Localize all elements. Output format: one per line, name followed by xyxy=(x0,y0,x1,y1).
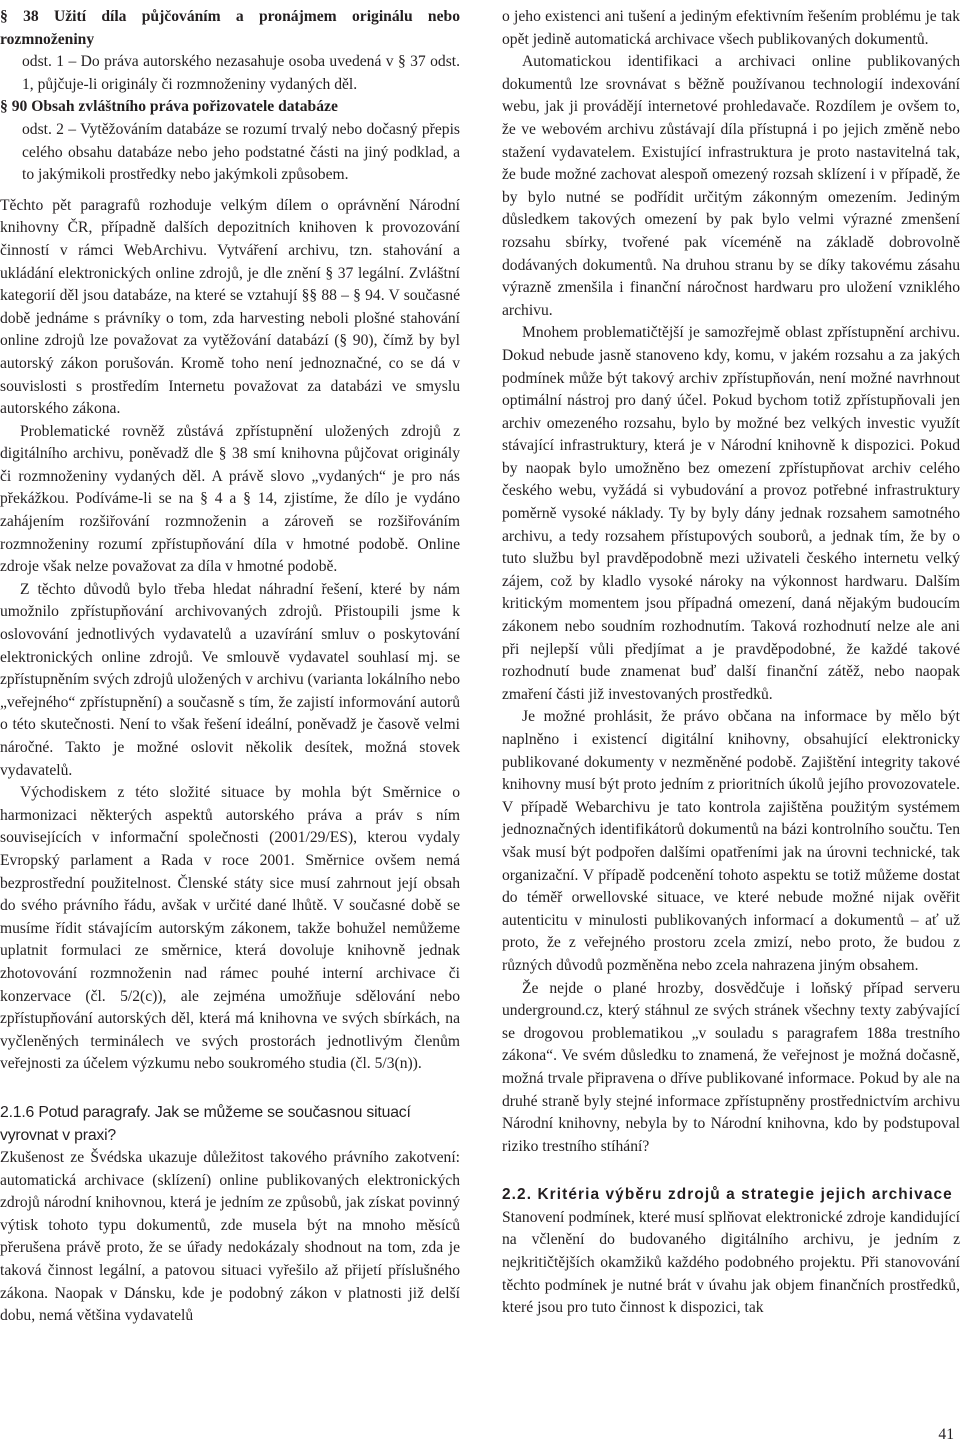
body-paragraph: Že nejde o plané hrozby, dosvědčuje i loňský případ serveru underground.cz, který stáhnul ze svých stránek všechny texty zabývající se drogovou problematikou „v souladu s paragrafem 188a trestního zákona“. Ve svém důsledku to znamená, že veřejnost je možná dočasně, možná trvale připravena o dříve publikované informace. Pokud by ale na druhé straně byly stejné informace zpřístupněny prostřednictvím archivu Národní knihovny, nebyla by to Národní knihovna, kdo by podstupoval riziko trestního stíhání? xyxy=(502,979,960,1155)
body-paragraph: Mnohem problematičtější je samozřejmě oblast zpřístupnění archivu. Dokud nebude jasně stanoveno kdy, komu, v jakém rozsahu a za jakých podmínek může být takový archiv zpřístupňován, není možné navrhnout optimální nástroj pro daný účel. Pokud bychom totiž zpřístupňovali jen archiv omezeného rozsahu, bylo by možné bez velkých investic využít stávající infrastruktury, která je v Národní knihovně k dispozici. Pokud by naopak bylo umožněno bez omezení zpřístupňovat archiv celého českého webu, vyžádá si vybudování a provoz potřebné infrastruktury poměrně vysoké náklady. Ty by byly dány jednak rozsahem samotného archivu, a tedy rozsahem přístupových souborů, a jednak tím, že by o tuto službu byl pravděpodobně mezi uživateli českého internetu velký zájem, což by kladlo vysoké nároky na výkonnost hardwaru. Dalším kritickým momentem jsou případná omezení, daná nějakým budoucím zákonem nebo soudním rozhodnutím. Taková rozhodnutí nelze ale ani při nejlepší vůli předjímat a je pravděpodobné, že každé takové rozhodnutí bude znamenat buď další finanční zátěž, nebo naopak zmaření části již investovaných prostředků. xyxy=(502,324,960,703)
right-column xyxy=(502,6,960,1320)
law-section-38-heading: § 38 Užití díla půjčováním a pronájmem originálu nebo rozmnoženiny xyxy=(0,8,460,48)
body-paragraph: Těchto pět paragrafů rozhoduje velkým dílem o oprávnění Národní knihovny ČR, případně dalších depozitních knihoven k provozování činností v rámci WebArchivu. Vytváření archivu, tzn. stahování a ukládání elektronických online zdrojů, je dle znění § 37 legální. Zvláštní kategorií děl jsou databáze, na které se vztahují §§ 88 – § 94. V současné době jednáme s právníky o tom, zda harvesting neboli plošné stahování online zdrojů lze považovat za vytěžování databází (§ 90), čímž by byl autorský zákon porušován. Kromě toho není jednoznačné, co se dá v souvislosti s prostředím Internetu považovat za databázi ve smyslu autorského zákona. xyxy=(0,196,460,418)
body-paragraph: Je možné prohlásit, že právo občana na informace by mělo být naplněno i existencí digitální knihovny, obsahující elektronicky publikované dokumenty v nezměněné podobě. Zajištění integrity takové knihovny musí být proto jedním z prioritních úkolů jejího provozovatele. V případě Webarchivu je tato kontrola zajištěna použitým systémem jednoznačných identifikátorů dokumentů na bázi kontrolního součtu. Ten však musí být podpořen dalšími opatřeními jak na úrovni technické, tak organizační. V případě podcenění tohoto aspektu se totiž můžeme dostat do téměř orwellovské situace, ve které nebude možné nijak ověřit autenticitu v minulosti publikovaných informací a dokumentů – ať už proto, že z veřejného prostoru zcela zmizí, nebo proto, že budou z různých důvodů pozměněna nebo zcela nahrazena jiným obsahem. xyxy=(502,708,960,974)
body-paragraph: Problematické rovněž zůstává zpřístupnění uložených zdrojů z digitálního archivu, poněvadž dle § 38 smí knihovna půjčovat originály či rozmnoženiny vydaných děl. A právě slovo „vydaných“ je pro nás překážkou. Podíváme-li se na § 4 a § 14, zjistíme, že dílo je vydáno zahájením rozšiřování rozmnoženin a zároveň se rozšiřováním rozmnoženiny rozumí zpřístupňování díla v hmotné podobě. Online zdroje však nelze považovat za díla v hmotné podobě. xyxy=(0,422,460,576)
law-section-90-heading: § 90 Obsah zvláštního práva pořizovatele databáze xyxy=(0,98,338,116)
law-section-90-text: odst. 2 – Vytěžováním databáze se rozumí trvalý nebo dočasný přepis celého obsahu databáze nebo jeho podstatné části na jiný podklad, a to jakýmikoli prostředky nebo jakýmkoli způsobem. xyxy=(22,120,460,184)
body-paragraph: Automatickou identifikaci a archivaci online publikovaných dokumentů lze srovnávat s běžně používanou technologií indexování webu, jak ji provádějí internetové prohledavače. Rozdílem je ovšem to, že ve webovém archivu zůstávají díla přístupná i po jejich změně nebo stažení vydavatelem. Existující infrastruktura je proto nastavitelná tak, že bude možné zachovat alespoň omezený rozsah sklízení i v případě, že by bylo nutné se podřídit určitým zákonným omezením. Jediným důsledkem takových omezení by pak bylo velmi výrazné zmenšení rozsahu sbírky, tvořené pak víceméně na základě dobrovolně dodávaných dokumentů. Na druhou stranu by se díky takovému zásahu výrazně zmenšila i finanční náročnost hardwaru pro uložení vzniklého archivu. xyxy=(502,53,960,319)
body-paragraph: Východiskem z této složité situace by mohla být Směrnice o harmonizaci některých aspektů autorského práva a práv s ním souvisejících v informační společnosti (2001/29/ES), kterou vydaly Evropský parlament a Rada v roce 2001. Směrnice ovšem nemá bezprostřední použitelnost. Členské státy sice musí zahrnout její obsah do svého právního řádu, avšak v určité dané lhůtě. V současné době se musíme řídit stávajícím autorským zákonem, takže bohužel nemůžeme uplatnit formulaci ze směrnice, která dovoluje knihovně jednak zhotovování rozmnoženin nad rámec pouhé interní archivace či konzervace (čl. 5/2(c)), ale zejména umožňuje sdělování nebo zpřístupňování autorských děl, která má knihovna ve svých sbírkách, na vyčleněných terminálech ve svých prostorách jednotlivým členům veřejnosti za účelem výzkumu nebo soukromého studia (čl. 5/3(n)). xyxy=(0,784,460,1073)
body-paragraph: Z těchto důvodů bylo třeba hledat náhradní řešení, které by nám umožnilo zpřístupňování archivovaných zdrojů. Přistoupili jsme k oslovování jednotlivých vydavatelů a uzavírání smluv o poskytování elektronických online zdrojů. Ve smlouvě vydavatel souhlasí mj. se zpřístupněním svých zdrojů uložených v archivu (varianta lokálního nebo „veřejného“ zpřístupnění) a současně s tím, že zajistí informování autorů o této skutečnosti. Není to však řešení ideální, poněvadž je časově velmi náročné. Takto je možné oslovit několik desítek, možná stovek vydavatelů. xyxy=(0,580,460,779)
subsection-heading: 2.1.6 Potud paragrafy. Jak se můžeme se současnou situací vyrovnat v praxi? xyxy=(0,1103,411,1144)
body-paragraph: Stanovení podmínek, které musí splňovat elektronické zdroje kandidující na včlenění do budovaného digitálního archivu, je jedním z nejkritičtějších okamžiků každého podobného projektu. Při stanovování těchto podmínek je nutné brát v úvahu jak objem finančních prostředků, které jsou pro tuto činnost k dispozici, tak xyxy=(502,1208,960,1317)
page-number: 41 xyxy=(938,1426,954,1443)
law-section-38-text: odst. 1 – Do práva autorského nezasahuje osoba uvedená v § 37 odst. 1, půjčuje-li originály či rozmnoženiny vydaných děl. xyxy=(22,53,460,93)
section-heading: 2.2. Kritéria výběru zdrojů a strategie jejich archivace xyxy=(502,1186,953,1204)
body-paragraph-continuation: o jeho existenci ani tušení a jediným efektivním řešením problému je tak opět jedině automatická archivace všech publikovaných dokumentů. xyxy=(502,8,960,48)
left-column xyxy=(0,6,460,1328)
body-paragraph: Zkušenost ze Švédska ukazuje důležitost takového právního zakotvení: automatická archivace (sklízení) online publikovaných elektronických zdrojů národní knihovnou, která je jedním ze způsobů, jak získat povinný výtisk tohoto typu dokumentů, zde musela být na mnoho měsíců přerušena právě proto, že se úřady nedokázaly shodnout na tom, zda je taková činnost legální, a patovou situaci vyřešilo až přijetí příslušného zákona. Naopak v Dánsku, kde je podobný zákon v platnosti již delší dobu, nemá většina vydavatelů xyxy=(0,1149,460,1325)
